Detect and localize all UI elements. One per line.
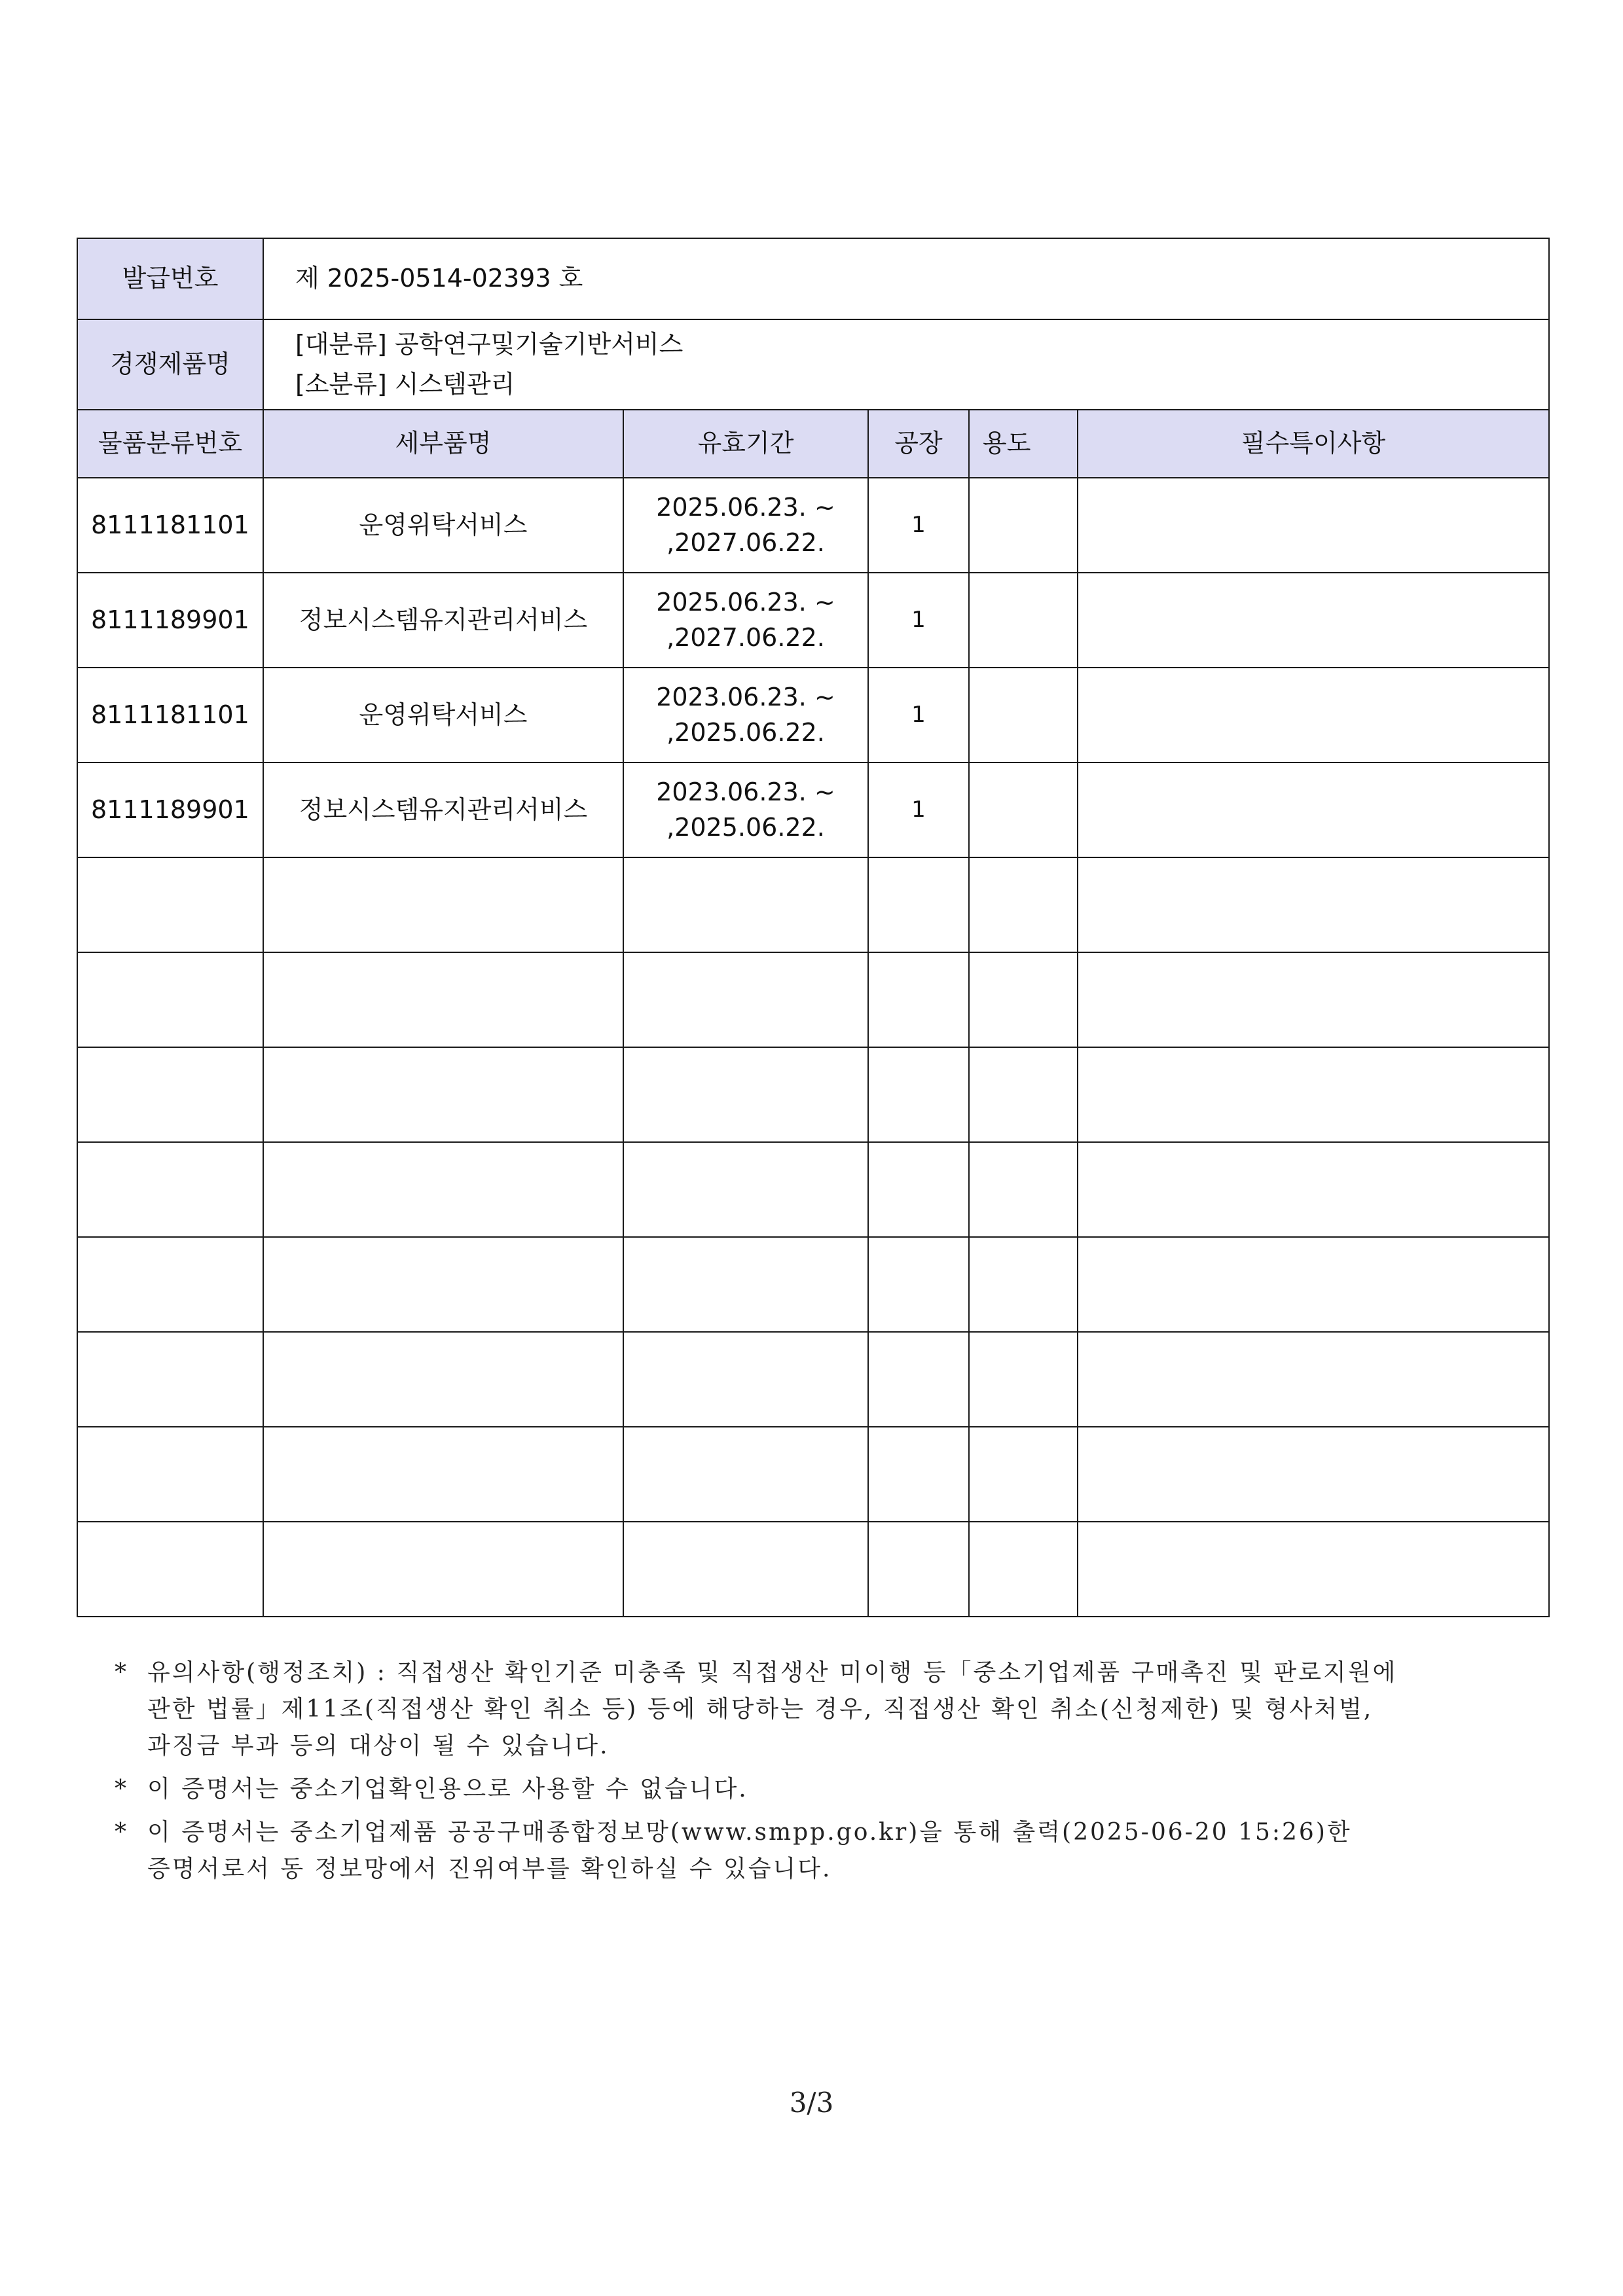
notice-line: 과징금 부과 등의 대상이 될 수 있습니다.: [147, 1732, 610, 1759]
item-code-cell: [77, 1237, 263, 1332]
notice-bullet: *: [115, 1776, 128, 1803]
notice-bullet: *: [115, 1659, 128, 1686]
table-row: [77, 1427, 1549, 1522]
item-name-cell: [263, 1522, 623, 1617]
item-code-cell: [77, 1142, 263, 1237]
notice-line: 증명서로서 동 정보망에서 진위여부를 확인하실 수 있습니다.: [147, 1856, 832, 1882]
page-number: 3/3: [789, 2087, 834, 2119]
factory-cell: 1: [868, 573, 969, 668]
validity-cell: [623, 1522, 868, 1617]
requirements-cell: [1078, 952, 1549, 1047]
validity-cell: [623, 1142, 868, 1237]
certificate-table: [77, 238, 1550, 1617]
requirements-cell: [1078, 1522, 1549, 1617]
requirements-cell: [1078, 573, 1549, 668]
usage-cell: [969, 1142, 1078, 1237]
requirements-cell: [1078, 1332, 1549, 1427]
requirements-cell: [1078, 1237, 1549, 1332]
validity-start: 2025.06.23. ~: [656, 492, 835, 522]
validity-end: ,2027.06.22.: [666, 622, 825, 652]
validity-start: 2025.06.23. ~: [656, 587, 835, 617]
item-name-cell: 정보시스템유지관리서비스: [263, 762, 623, 857]
usage-cell: [969, 1522, 1078, 1617]
product-name-row: [77, 319, 1549, 410]
item-code-cell: [77, 857, 263, 952]
table-row: [77, 1522, 1549, 1617]
notice-bullet: *: [115, 1819, 128, 1846]
usage-cell: [969, 668, 1078, 762]
factory-cell: 1: [868, 668, 969, 762]
item-code-cell: 8111181101: [77, 478, 263, 573]
factory-cell: [868, 1047, 969, 1142]
product-major-category: [대분류] 공학연구및기술기반서비스: [295, 330, 684, 359]
col-header-validity: 유효기간: [623, 410, 868, 478]
validity-start: 2023.06.23. ~: [656, 777, 835, 806]
issue-number-label: 발급번호: [77, 238, 263, 319]
usage-cell: [969, 762, 1078, 857]
item-name-cell: 운영위탁서비스: [263, 478, 623, 573]
validity-cell: [623, 573, 868, 668]
validity-cell: [623, 1427, 868, 1522]
table-row: [77, 1142, 1549, 1237]
notice-section: [115, 1655, 1555, 1894]
usage-cell: [969, 573, 1078, 668]
usage-cell: [969, 1332, 1078, 1427]
validity-cell: [623, 857, 868, 952]
table-row: [77, 857, 1549, 952]
item-code-cell: [77, 1522, 263, 1617]
validity-end: ,2025.06.22.: [666, 717, 825, 747]
validity-end: ,2027.06.22.: [666, 528, 825, 557]
item-name-cell: [263, 1047, 623, 1142]
factory-cell: 1: [868, 762, 969, 857]
notice-item: [115, 1814, 1555, 1888]
table-row: [77, 1332, 1549, 1427]
validity-cell: [623, 1047, 868, 1142]
requirements-cell: [1078, 1047, 1549, 1142]
validity-cell: [623, 1332, 868, 1427]
requirements-cell: [1078, 478, 1549, 573]
factory-cell: [868, 1332, 969, 1427]
product-name-label: 경쟁제품명: [77, 319, 263, 410]
validity-cell: [623, 952, 868, 1047]
issue-number-row: [77, 238, 1549, 319]
notice-item: [115, 1655, 1555, 1765]
item-name-cell: [263, 1142, 623, 1237]
item-name-cell: [263, 1332, 623, 1427]
usage-cell: [969, 1427, 1078, 1522]
table-row: [77, 1047, 1549, 1142]
table-row: [77, 573, 1549, 668]
item-name-cell: [263, 857, 623, 952]
table-row: [77, 952, 1549, 1047]
item-code-cell: [77, 952, 263, 1047]
item-name-cell: [263, 952, 623, 1047]
notice-item: [115, 1771, 1555, 1808]
item-code-cell: [77, 1332, 263, 1427]
usage-cell: [969, 1237, 1078, 1332]
validity-cell: [623, 1237, 868, 1332]
table-row: [77, 478, 1549, 573]
notice-line: 유의사항(행정조치) : 직접생산 확인기준 미충족 및 직접생산 미이행 등「중소기업제품 구매촉진 및 판로지원에: [147, 1659, 1398, 1686]
validity-end: ,2025.06.22.: [666, 812, 825, 842]
factory-cell: 1: [868, 478, 969, 573]
usage-cell: [969, 1047, 1078, 1142]
col-header-item-name: 세부품명: [263, 410, 623, 478]
validity-cell: [623, 478, 868, 573]
item-code-cell: [77, 1047, 263, 1142]
usage-cell: [969, 952, 1078, 1047]
product-name-value: [263, 319, 1549, 410]
factory-cell: [868, 1427, 969, 1522]
factory-cell: [868, 1142, 969, 1237]
requirements-cell: [1078, 857, 1549, 952]
item-name-cell: [263, 1427, 623, 1522]
product-minor-category: [소분류] 시스템관리: [295, 370, 515, 399]
factory-cell: [868, 1522, 969, 1617]
usage-cell: [969, 478, 1078, 573]
factory-cell: [868, 857, 969, 952]
item-code-cell: [77, 1427, 263, 1522]
requirements-cell: [1078, 1142, 1549, 1237]
table-row: [77, 668, 1549, 762]
factory-cell: [868, 1237, 969, 1332]
factory-cell: [868, 952, 969, 1047]
notice-line: 이 증명서는 중소기업확인용으로 사용할 수 없습니다.: [147, 1776, 748, 1803]
item-code-cell: 8111189901: [77, 573, 263, 668]
validity-start: 2023.06.23. ~: [656, 682, 835, 711]
notice-line: 이 증명서는 중소기업제품 공공구매종합정보망(www.smpp.go.kr)을 통해 출력(2025-06-20 15:26)한: [147, 1819, 1352, 1846]
notice-line: 관한 법률」제11조(직접생산 확인 취소 등) 등에 해당하는 경우, 직접생산 확인 취소(신청제한) 및 형사처벌,: [147, 1696, 1374, 1723]
requirements-cell: [1078, 668, 1549, 762]
issue-number-value: 제 2025-0514-02393 호: [263, 238, 1549, 319]
column-header-row: [77, 410, 1549, 478]
col-header-factory: 공장: [868, 410, 969, 478]
col-header-usage: 용도: [969, 410, 1078, 478]
col-header-requirements: 필수특이사항: [1078, 410, 1549, 478]
table-row: [77, 1237, 1549, 1332]
validity-cell: [623, 762, 868, 857]
item-name-cell: [263, 1237, 623, 1332]
col-header-code: 물품분류번호: [77, 410, 263, 478]
item-name-cell: 운영위탁서비스: [263, 668, 623, 762]
requirements-cell: [1078, 762, 1549, 857]
usage-cell: [969, 857, 1078, 952]
item-code-cell: 8111189901: [77, 762, 263, 857]
requirements-cell: [1078, 1427, 1549, 1522]
item-code-cell: 8111181101: [77, 668, 263, 762]
table-row: [77, 762, 1549, 857]
validity-cell: [623, 668, 868, 762]
item-name-cell: 정보시스템유지관리서비스: [263, 573, 623, 668]
